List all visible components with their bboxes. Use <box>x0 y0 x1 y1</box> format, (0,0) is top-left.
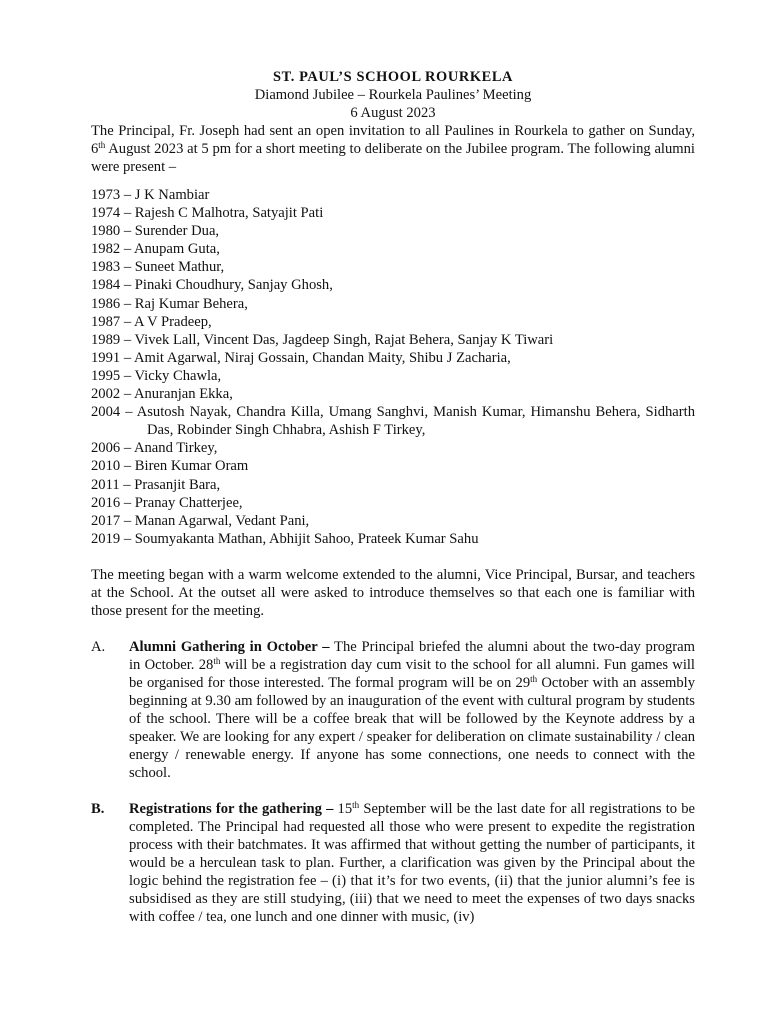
alumni-row: 2002 – Anuranjan Ekka, <box>91 386 233 403</box>
alumni-row: 1989 – Vivek Lall, Vincent Das, Jagdeep Singh, Rajat Behera, Sanjay K Tiwari <box>91 331 554 348</box>
alumni-row: 2011 – Prasanjit Bara, <box>91 476 221 493</box>
alumni-row: 1995 – Vicky Chawla, <box>91 367 222 384</box>
section-a-body <box>129 638 695 782</box>
section-b-text-2: September will be the last date for all registrations to be completed. The Principal had requested all those who were present to expedite the registration process with their batchmates. It was affirmed that without getting the number of participants, it would be a herculean task to plan. Further, a clarification was given by the Principal about the logic behind the registration fee – <box>129 800 695 889</box>
alumni-row: 1973 – J K Nambiar <box>91 187 210 203</box>
alumni-row: 2016 – Pranay Chatterjee, <box>91 494 243 511</box>
alumni-row: 1986 – Raj Kumar Behera, <box>91 295 248 312</box>
section-a-text-2: will be a registration day cum visit to the school for all alumni. Fun games will be organised for those interested. The formal program will be on 29 <box>129 656 695 691</box>
alumni-row: 2017 – Manan Agarwal, Vedant Pani, <box>91 512 310 529</box>
alumni-row: 2004 – Asutosh Nayak, Chandra Killa, Umang Sanghvi, Manish Kumar, Himanshu Behera, Sidharth Das, Robinder Singh Chhabra, Ashish F Tirkey, <box>91 404 695 439</box>
section-b-ordinal-1: th <box>352 799 360 810</box>
alumni-row: 1983 – Suneet Mathur, <box>91 259 225 276</box>
alumni-row: 1984 – Pinaki Choudhury, Sanjay Ghosh, <box>91 277 333 294</box>
section-b-text-1: 15 <box>333 800 353 817</box>
section-a-ordinal-1: th <box>213 655 221 666</box>
alumni-row: 1974 – Rajesh C Malhotra, Satyajit Pati <box>91 205 324 222</box>
alumni-row: 2006 – Anand Tirkey, <box>91 440 218 457</box>
section-b-heading: Registrations for the gathering – <box>129 800 334 817</box>
school-title: ST. PAUL’S SCHOOL ROURKELA <box>272 69 514 85</box>
alumni-row: 1982 – Anupam Guta, <box>91 241 220 258</box>
section-b-text-4: expenses of two days snacks with coffee / tea, one lunch and one dinner with music, (iv) <box>129 890 695 925</box>
intro-paragraph <box>91 122 695 176</box>
section-a-text-3: October with an assembly beginning at 9.30 am followed by an inauguration of the event with cultural program by students of the school. There will be a coffee break that will be followed by the Keynote address by a speaker. We are looking for any expert / speaker for deliberation on climate sustainability / clean energy / renewable energy. If anyone has some connections, one needs to connect with the school. <box>129 674 695 781</box>
meeting-date: 6 August 2023 <box>350 105 436 121</box>
alumni-row: 2010 – Biren Kumar Oram <box>91 458 249 475</box>
section-a-marker: A. <box>91 638 106 655</box>
document-page <box>91 68 695 926</box>
welcome-paragraph: The meeting began with a warm welcome extended to the alumni, Vice Principal, Bursar, and teachers at the School. At the outset all were asked to introduce themselves so that each one is familiar with those present for the meeting. <box>91 566 695 619</box>
meeting-subtitle: Diamond Jubilee – Rourkela Paulines’ Meeting <box>254 87 532 103</box>
section-a-ordinal-2: th <box>530 673 538 684</box>
alumni-row: 2019 – Soumyakanta Mathan, Abhijit Sahoo, Prateek Kumar Sahu <box>91 530 479 547</box>
intro-text-1: The Principal, Fr. Joseph had sent an open invitation to all Paulines in Rourkela to gather on Sunday, 6 <box>91 123 695 157</box>
section-b-text-3: (i) that it’s for two events, (ii) that the junior alumni’s fee is subsidised as they are still studying, (iii) that we need to meet the <box>129 872 695 907</box>
section-a <box>91 638 695 782</box>
section-b-marker: B. <box>91 800 105 817</box>
alumni-row: 1991 – Amit Agarwal, Niraj Gossain, Chandan Maity, Shibu J Zacharia, <box>91 349 511 366</box>
alumni-row: 1987 – A V Pradeep, <box>91 313 212 330</box>
document-header <box>91 68 695 122</box>
section-b-body <box>129 800 695 926</box>
section-a-text-1: The Principal briefed the alumni about the two-day program in October. 28 <box>129 638 695 673</box>
intro-ordinal: th <box>98 140 106 150</box>
alumni-row: 1980 – Surender Dua, <box>91 223 220 240</box>
intro-text-2: August 2023 at 5 pm for a short meeting to deliberate on the Jubilee program. The following alumni were present – <box>91 141 695 175</box>
section-a-heading: Alumni Gathering in October – <box>129 638 330 655</box>
section-b <box>91 800 695 926</box>
alumni-list <box>91 186 695 548</box>
